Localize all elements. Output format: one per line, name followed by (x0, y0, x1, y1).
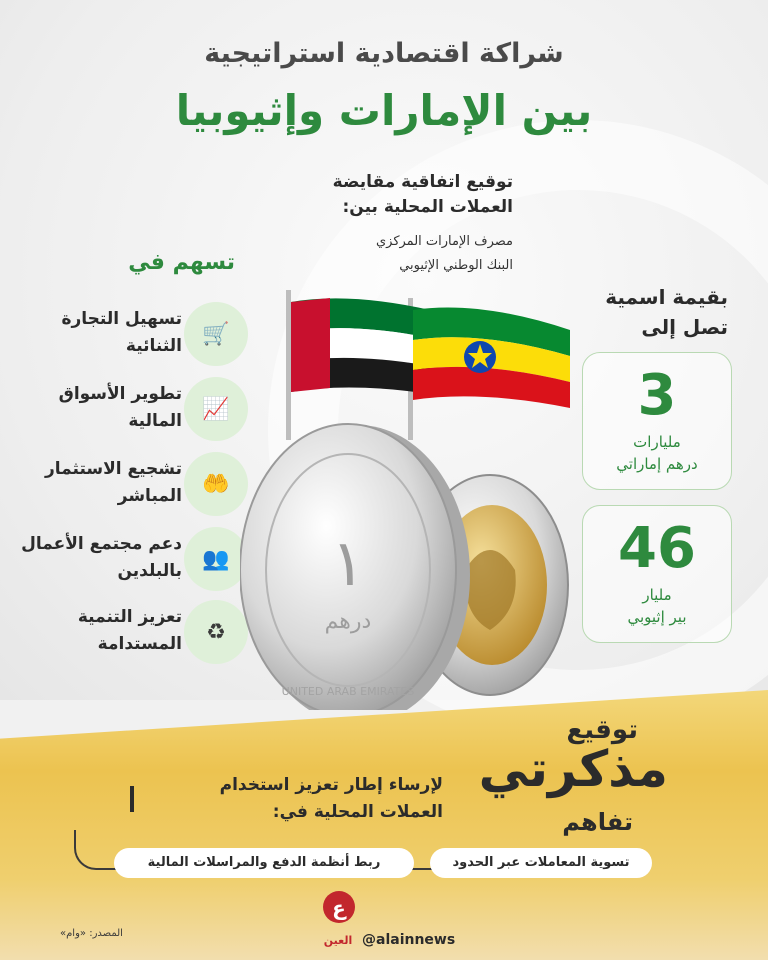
value-title-line2: تصل إلى (641, 315, 728, 339)
benefit-label: دعم مجتمع الأعمال (21, 534, 182, 554)
value-title-line1: بقيمة اسمية (605, 285, 728, 309)
benefit-label: المالية (128, 411, 182, 431)
cart-icon: 🛒 (202, 321, 230, 347)
benefit-item-markets (12, 377, 242, 441)
uae-dirham-coin (240, 424, 470, 710)
coins-illustration (240, 410, 580, 710)
value-unit: درهم إماراتي (616, 455, 698, 473)
mou-desc-line2: العملات المحلية في: (272, 802, 443, 822)
mou-desc-line1: لإرساء إطار تعزيز استخدام (219, 775, 443, 795)
value-number: 46 (618, 516, 696, 581)
benefit-item-trade (12, 302, 242, 366)
page-title-line1: شراكة اقتصادية استراتيجية (204, 38, 564, 69)
agreement-line1: توقيع اتفاقية مقايضة (332, 172, 513, 192)
business-community-icon: 👥 (202, 546, 230, 572)
value-unit: بير إثيوبي (627, 608, 687, 626)
coin-value: ١ (330, 527, 366, 601)
investment-hand-icon: 🤲 (202, 471, 230, 497)
benefit-label: الثنائية (125, 336, 182, 356)
coin-label: درهم (324, 609, 372, 634)
benefit-item-sustainability (12, 600, 242, 664)
bank-ethiopia: البنك الوطني الإثيوبي (399, 258, 513, 273)
uae-flag (291, 298, 430, 394)
benefit-item-business (12, 527, 242, 591)
growth-chart-icon: 📈 (202, 396, 230, 422)
benefit-label: تطوير الأسواق (58, 384, 182, 404)
benefit-label: المباشر (117, 486, 182, 506)
pill-payment-systems: ربط أنظمة الدفع والمراسلات المالية (114, 848, 414, 878)
coin-rim-text: UNITED ARAB EMIRATES (281, 685, 415, 698)
benefit-label: تسهيل التجارة (61, 309, 182, 329)
mou-description (173, 772, 443, 826)
value-title (568, 282, 728, 342)
sustainability-icon: ♻ (206, 619, 226, 645)
mou-word-understanding: تفاهم (562, 808, 633, 836)
benefit-label: تعزيز التنمية (77, 607, 182, 627)
benefit-item-investment (12, 452, 242, 516)
value-unit: مليار (642, 586, 672, 604)
bank-uae: مصرف الإمارات المركزي (375, 234, 513, 249)
value-unit: مليارات (633, 433, 681, 451)
pill-cross-border-settlement: تسوية المعاملات عبر الحدود (430, 848, 652, 878)
page-title-line2: بين الإمارات وإثيوبيا (175, 86, 593, 135)
agreement-heading (253, 170, 513, 220)
mou-divider-bar (130, 786, 134, 812)
brand-name: العين (323, 934, 353, 947)
value-card-etb (582, 505, 732, 643)
social-handle: @alainnews (362, 932, 456, 948)
benefit-label: تشجيع الاستثمار (44, 459, 182, 479)
mou-word-memoranda: مذكرتي (478, 740, 668, 798)
mou-word-signing: توقيع (566, 715, 638, 745)
value-card-aed (582, 352, 732, 490)
agreement-line2: العملات المحلية بين: (342, 197, 513, 217)
benefit-label: المستدامة (97, 634, 182, 654)
alain-logo-icon (318, 888, 360, 930)
contributions-title: تسهم في (128, 250, 235, 275)
source-credit: المصدر: «وام» (60, 928, 123, 939)
logo-letter: ع (332, 896, 346, 920)
banks-list (253, 230, 513, 278)
ethiopia-flag (413, 308, 570, 409)
benefit-label: بالبلدين (117, 561, 182, 581)
value-number: 3 (637, 363, 677, 428)
